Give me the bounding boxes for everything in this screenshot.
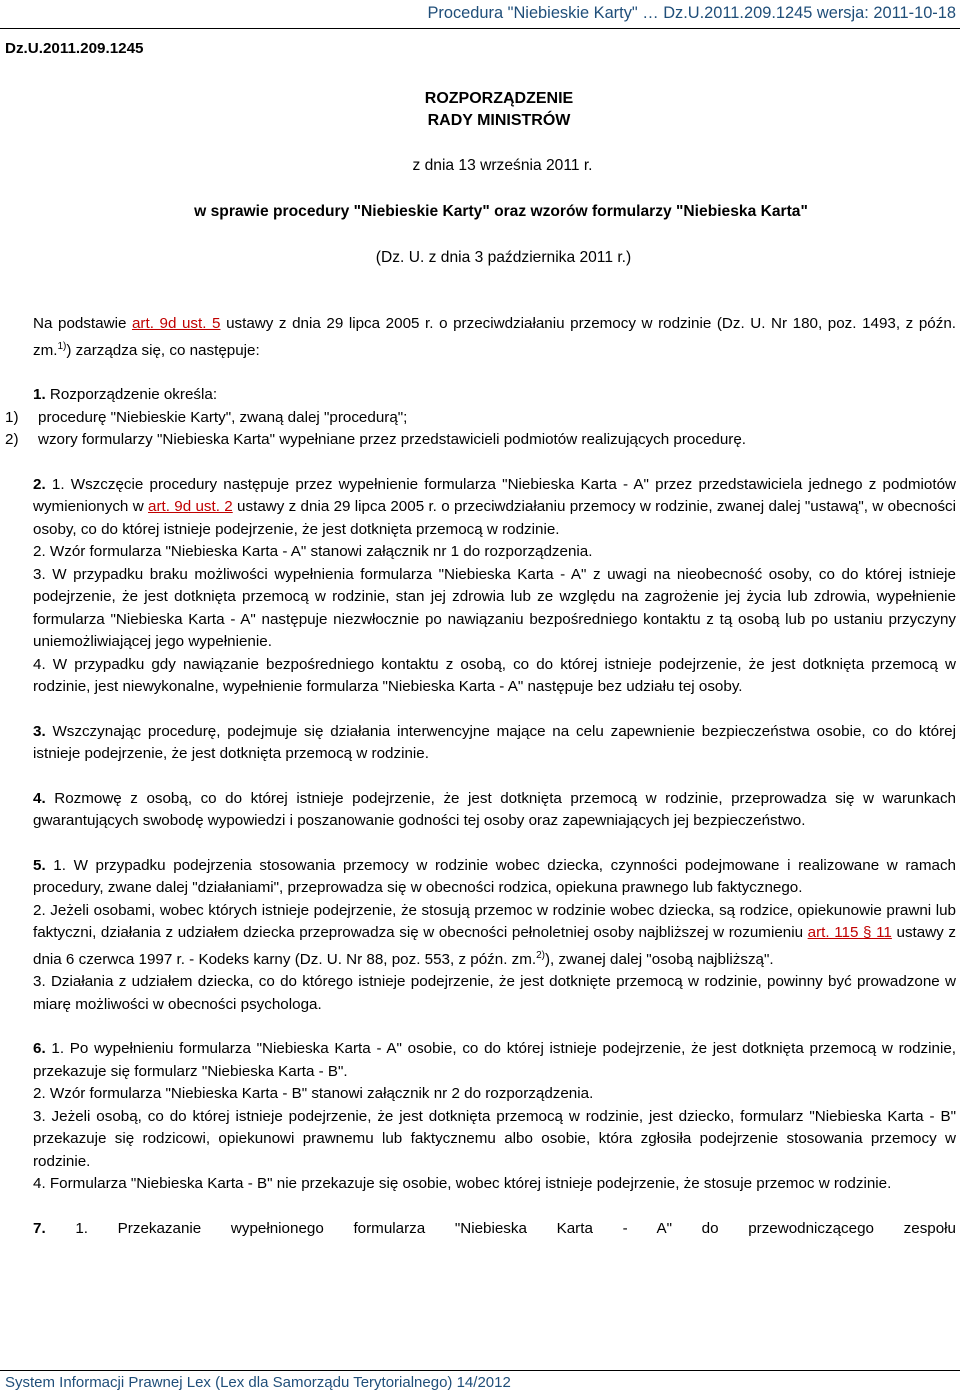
section-6-par-3: 3. Jeżeli osobą, co do której istnieje podejrzenie, że jest dotknięta przemocą w rodzinie, jest dziecko, formularz "Niebieska Karta - B" przekazuje się rodzicowi, opiekunowi prawnemu lub faktycznemu albo osobie, która zgłosiła podejrzenie stosowania przemocy w rodzinie. bbox=[33, 1107, 956, 1170]
section-number: 3. bbox=[33, 722, 46, 740]
running-title: Procedura "Niebieskie Karty" … Dz.U.2011.209.1245 wersja: 2011-10-18 bbox=[427, 4, 956, 22]
link-art-115-par-11[interactable]: art. 115 § 11 bbox=[807, 924, 892, 942]
list-item-number: 1) bbox=[5, 408, 19, 426]
preamble bbox=[5, 313, 956, 362]
section-number: 1. bbox=[33, 386, 46, 404]
footer-source: System Informacji Prawnej Lex (Lex dla Samorządu Terytorialnego) 14/2012 bbox=[5, 1374, 511, 1391]
title-line-2: RADY MINISTRÓW bbox=[427, 112, 571, 129]
section-text: Wszczynając procedurę, podejmuje się działania interwencyjne mające na celu zapewnienie bezpieczeństwa osobie, co do której istnieje podejrzenie, że jest dotknięta przemocą w rodzinie. bbox=[33, 722, 956, 763]
section-3 bbox=[5, 721, 956, 766]
title-line-1: ROZPORZĄDZENIE bbox=[424, 90, 574, 107]
section-1 bbox=[5, 384, 956, 407]
section-text: Rozporządzenie określa: bbox=[45, 386, 218, 404]
header-divider bbox=[0, 28, 960, 29]
section-6-par-4: 4. Formularza "Niebieska Karta - B" nie przekazuje się osobie, wobec której istnieje podejrzenie, że stosuje przemoc w rodzinie. bbox=[33, 1175, 892, 1193]
list-item-number: 2) bbox=[5, 431, 19, 449]
section-5-par-1 bbox=[5, 855, 956, 900]
section-2-par-1 bbox=[5, 474, 956, 542]
section-2-par-2: 2. Wzór formularza "Niebieska Karta - A" stanowi załącznik nr 1 do rozporządzenia. bbox=[33, 543, 593, 561]
list-item bbox=[5, 429, 956, 452]
list-item-text: wzory formularzy "Niebieska Karta" wypełniane przez przedstawicieli podmiotów realizujących procedurę. bbox=[38, 431, 747, 449]
section-6-par-2: 2. Wzór formularza "Niebieska Karta - B" stanowi załącznik nr 2 do rozporządzenia. bbox=[33, 1085, 594, 1103]
section-number: 4. bbox=[33, 789, 46, 807]
section-6-par-1 bbox=[5, 1038, 956, 1083]
link-art-9d-ust-5[interactable]: art. 9d ust. 5 bbox=[131, 315, 221, 332]
section-text: ), zwanej dalej "osobą najbliższą". bbox=[545, 950, 774, 968]
document-subject: w sprawie procedury "Niebieskie Karty" oraz wzorów formularzy "Niebieska Karta" bbox=[194, 203, 808, 220]
issue-date: z dnia 13 września 2011 r. bbox=[412, 157, 593, 174]
section-text: 1. Po wypełnieniu formularza "Niebieska Karta - A" osobie, co do której istnieje podejrzenie, że jest dotknięta przemocą w rodzinie, przekazuje się formularz "Niebieska Karta - B". bbox=[33, 1040, 956, 1080]
footnote-ref-2[interactable]: 2) bbox=[536, 949, 545, 961]
section-4 bbox=[5, 788, 956, 833]
section-text: 1. W przypadku podejrzenia stosowania przemocy w rodzinie wobec dziecka, czynności podejmowane i realizowane w ramach procedury, zwane dalej "działaniami", przeprowadza się w obecności rodzica, opiekuna prawnego lub faktycznego. bbox=[33, 856, 956, 897]
footer-divider bbox=[0, 1370, 960, 1371]
preamble-text: Na podstawie bbox=[33, 315, 132, 332]
page-footer bbox=[0, 1370, 960, 1392]
document-id: Dz.U.2011.209.1245 bbox=[5, 40, 144, 57]
link-art-9d-ust-2[interactable]: art. 9d ust. 2 bbox=[148, 498, 233, 516]
section-text: Rozmowę z osobą, co do której istnieje podejrzenie, że jest dotknięta przemocą w rodzinie, przeprowadza się w warunkach gwarantujących swobodę wypowiedzi i poszanowanie godności tej osoby oraz zapewniających jej bezpieczeństwo. bbox=[33, 789, 956, 830]
section-2-par-4: 4. W przypadku gdy nawiązanie bezpośredniego kontaktu z osobą, co do której istnieje podejrzenie, że jest dotknięta przemocą w rodzinie, jest niewykonalne, wypełnienie formularza "Niebieska Karta - A" następuje bez udziału tej osoby. bbox=[33, 655, 956, 696]
list-item bbox=[5, 407, 956, 430]
preamble-text: ) zarządza się, co następuje: bbox=[66, 341, 260, 359]
section-number: 2. bbox=[33, 475, 46, 493]
publication-note: (Dz. U. z dnia 3 października 2011 r.) bbox=[375, 249, 632, 266]
preamble-text: ustawy z dnia 29 lipca 2005 r. o przeciwdziałaniu przemocy w rodzinie (Dz. U. Nr 180, poz. 1493, z późn. zm. bbox=[33, 315, 956, 359]
page-header bbox=[0, 3, 960, 33]
section-text: 1. Wszczęcie procedury następuje przez wypełnienie formularza "Niebieska Karta - A" przez przedstawiciela jednego z podmiotów wymienionych w bbox=[33, 475, 956, 516]
document-body bbox=[5, 313, 956, 1240]
section-7-par-1 bbox=[5, 1218, 956, 1241]
section-text: 2. Jeżeli osobami, wobec których istnieje podejrzenie, że stosują przemoc w rodzinie wobec dziecka, są rodzice, opiekunowie prawni lub faktyczni, działania z udziałem dziecka przeprowadza się w obecności pełnoletniej osoby najbliższej w rozumieniu bbox=[33, 901, 956, 942]
section-number: 5. bbox=[33, 856, 46, 874]
section-text: 1. Przekazanie wypełnionego formularza "Niebieska Karta - A" do przewodniczącego zespołu bbox=[45, 1219, 956, 1237]
section-text: ustawy z dnia 29 lipca 2005 r. o przeciwdziałaniu przemocy w rodzinie, zwanej dalej "ustawą", w obecności osoby, co do której istnieje podejrzenie, że jest dotknięta przemocą w rodzinie. bbox=[33, 498, 957, 538]
section-5-par-2 bbox=[5, 900, 956, 972]
section-2-par-3: 3. W przypadku braku możliwości wypełnienia formularza "Niebieska Karta - A" z uwagi na nieobecność osoby, co do której istnieje podejrzenie, że jest dotknięta przemocą w rodzinie, stan jej zdrowia lub ze względu na zagrożenie jej życia lub zdrowia, wypełnienie formularza "Niebieska Karta - A" następuje niezwłocznie po nawiązaniu bezpośredniego kontaktu z tą osobą lub po ustaniu przyczyny uniemożliwiającej jego wypełnienie. bbox=[33, 565, 956, 651]
list-item-text: procedurę "Niebieskie Karty", zwaną dalej "procedurą"; bbox=[38, 408, 408, 426]
section-number: 6. bbox=[33, 1040, 46, 1058]
section-5-par-3: 3. Działania z udziałem dziecka, co do którego istnieje podejrzenie, że jest dotknięte przemocą w rodzinie, powinny być prowadzone w miarę możliwości w obecności psychologa. bbox=[33, 973, 956, 1013]
document-title bbox=[0, 88, 960, 132]
footnote-ref-1[interactable]: 1) bbox=[57, 340, 67, 352]
section-number: 7. bbox=[33, 1219, 46, 1237]
section-text: ustawy z dnia 6 czerwca 1997 r. - Kodeks karny (Dz. U. Nr 88, poz. 553, z późn. zm. bbox=[33, 924, 956, 968]
